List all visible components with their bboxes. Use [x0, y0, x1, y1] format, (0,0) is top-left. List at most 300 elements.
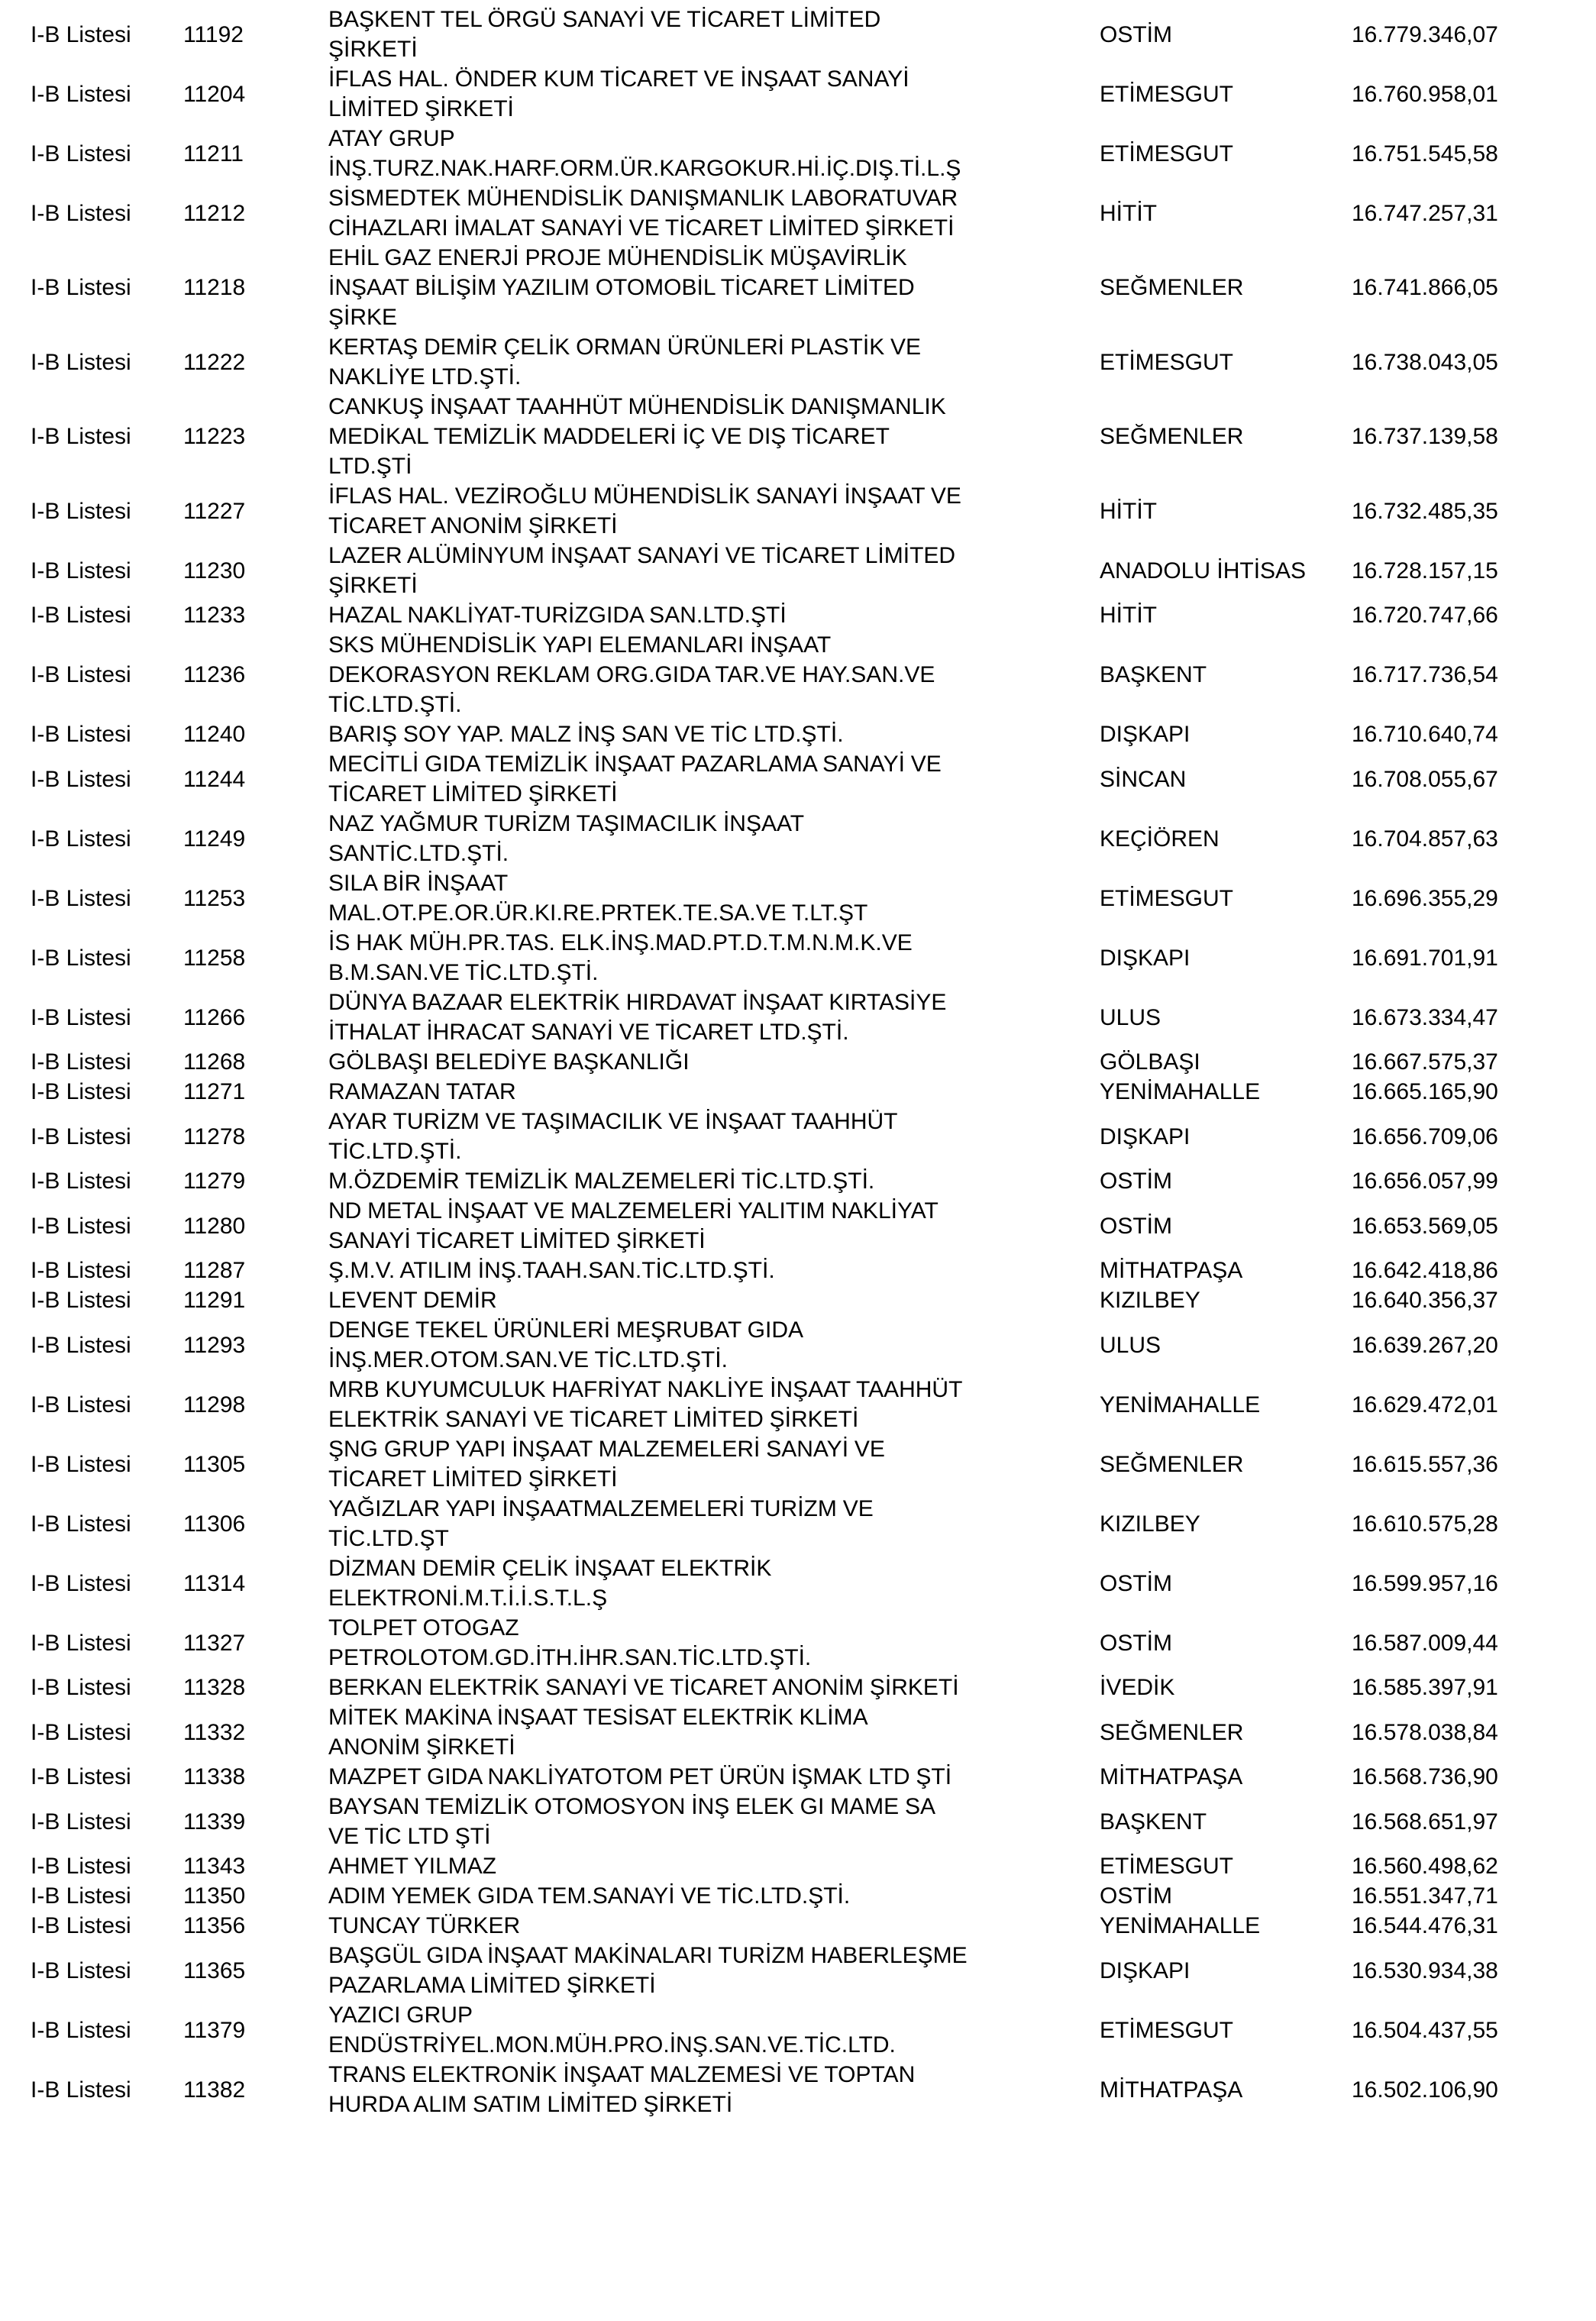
table-row [31, 1673, 1596, 1702]
taxpayer-name-line: TRANS ELEKTRONİK İNŞAAT MALZEMESİ VE TOPTAN [328, 2062, 916, 2087]
taxpayer-name-line: BAYSAN TEMİZLİK OTOMOSYON İNŞ ELEK GI MAME SA [328, 1794, 936, 1819]
row-id-cell: 11332 [183, 1719, 246, 1745]
taxpayer-name-line: SANAYİ TİCARET LİMİTED ŞİRKETİ [328, 1228, 706, 1253]
row-id-cell: 11249 [183, 826, 246, 852]
tax-office-cell: DIŞKAPI [1100, 1957, 1191, 1983]
tax-office-cell: KEÇİÖREN [1100, 826, 1220, 852]
taxpayer-name-line: İFLAS HAL. VEZİROĞLU MÜHENDİSLİK SANAYİ İNŞAAT VE [328, 483, 961, 509]
table-row [31, 1494, 1596, 1553]
taxpayer-name-cell [328, 1077, 1100, 1107]
table-row [31, 541, 1596, 600]
taxpayer-name-cell [328, 1285, 1100, 1315]
list-type-cell: I-B Listesi [31, 1511, 131, 1537]
taxpayer-name-line: KERTAŞ DEMİR ÇELİK ORMAN ÜRÜNLERİ PLASTİK VE [328, 335, 922, 360]
taxpayer-name-line: VE TİC LTD ŞTİ [328, 1824, 491, 1849]
taxpayer-name-line: DÜNYA BAZAAR ELEKTRİK HIRDAVAT İNŞAAT KIRTASİYE [328, 990, 947, 1015]
list-type-cell: I-B Listesi [31, 1451, 131, 1477]
row-id-cell: 11328 [183, 1675, 246, 1700]
table-row [31, 5, 1596, 64]
debt-amount-cell: 16.544.476,31 [1352, 1913, 1498, 1938]
tax-office-cell: İVEDİK [1100, 1675, 1175, 1700]
tax-office-cell: ETİMESGUT [1100, 885, 1234, 911]
tax-office-cell: ETİMESGUT [1100, 141, 1234, 166]
list-type-cell: I-B Listesi [31, 1392, 131, 1417]
list-type-cell: I-B Listesi [31, 826, 131, 852]
list-type-cell: I-B Listesi [31, 722, 131, 747]
taxpayer-name-line: SİSMEDTEK MÜHENDİSLİK DANIŞMANLIK LABORATUVAR [328, 186, 958, 211]
taxpayer-name-line: TİCARET ANONİM ŞİRKETİ [328, 513, 618, 538]
row-id-cell: 11280 [183, 1213, 246, 1239]
taxpayer-name-line: TOLPET OTOGAZ [328, 1615, 519, 1641]
table-row [31, 928, 1596, 988]
list-type-cell: I-B Listesi [31, 2017, 131, 2043]
row-id-cell: 11253 [183, 885, 246, 911]
debt-amount-cell: 16.691.701,91 [1352, 945, 1498, 971]
taxpayer-name-cell [328, 1315, 1100, 1375]
tax-debtor-table [31, 5, 1596, 2119]
table-row [31, 481, 1596, 541]
debt-amount-cell: 16.642.418,86 [1352, 1258, 1498, 1283]
list-type-cell: I-B Listesi [31, 1213, 131, 1239]
taxpayer-name-line: DİZMAN DEMİR ÇELİK İNŞAAT ELEKTRİK [328, 1556, 772, 1581]
row-id-cell: 11244 [183, 766, 246, 792]
list-type-cell: I-B Listesi [31, 81, 131, 107]
row-id-cell: 11230 [183, 558, 246, 583]
debt-amount-cell: 16.760.958,01 [1352, 81, 1498, 107]
debt-amount-cell: 16.615.557,36 [1352, 1451, 1498, 1477]
list-type-cell: I-B Listesi [31, 1957, 131, 1983]
taxpayer-name-line: MAZPET GIDA NAKLİYATOTOM PET ÜRÜN İŞMAK LTD ŞTİ [328, 1764, 952, 1789]
debt-amount-cell: 16.599.957,16 [1352, 1570, 1498, 1596]
taxpayer-name-line: YAĞIZLAR YAPI İNŞAATMALZEMELERİ TURİZM VE [328, 1496, 874, 1521]
tax-office-cell: KIZILBEY [1100, 1511, 1200, 1537]
table-row [31, 64, 1596, 124]
tax-office-cell: SEĞMENLER [1100, 1451, 1244, 1477]
taxpayer-name-line: MAL.OT.PE.OR.ÜR.KI.RE.PRTEK.TE.SA.VE T.LT.ŞT [328, 900, 868, 926]
tax-office-cell: ETİMESGUT [1100, 81, 1234, 107]
taxpayer-name-cell [328, 1702, 1100, 1762]
row-id-cell: 11218 [183, 275, 246, 300]
taxpayer-name-cell [328, 1434, 1100, 1494]
list-type-cell: I-B Listesi [31, 2077, 131, 2103]
tax-office-cell: HİTİT [1100, 200, 1157, 226]
row-id-cell: 11287 [183, 1258, 246, 1283]
taxpayer-name-line: TİCARET LİMİTED ŞİRKETİ [328, 1466, 618, 1492]
list-type-cell: I-B Listesi [31, 1258, 131, 1283]
tax-office-cell: YENİMAHALLE [1100, 1913, 1261, 1938]
taxpayer-name-line: TİC.LTD.ŞTİ. [328, 1139, 462, 1164]
taxpayer-name-line: B.M.SAN.VE TİC.LTD.ŞTİ. [328, 960, 599, 985]
taxpayer-name-cell [328, 481, 1100, 541]
taxpayer-name-line: İNŞ.MER.OTOM.SAN.VE TİC.LTD.ŞTİ. [328, 1347, 728, 1372]
debt-amount-cell: 16.732.485,35 [1352, 498, 1498, 524]
table-row [31, 243, 1596, 332]
tax-office-cell: OSTİM [1100, 1169, 1172, 1194]
list-type-cell: I-B Listesi [31, 1169, 131, 1194]
row-id-cell: 11204 [183, 81, 246, 107]
table-row [31, 1941, 1596, 2000]
debt-amount-cell: 16.560.498,62 [1352, 1854, 1498, 1879]
tax-office-cell: DIŞKAPI [1100, 945, 1191, 971]
taxpayer-name-line: EHİL GAZ ENERJİ PROJE MÜHENDİSLİK MÜŞAVİRLİK [328, 245, 907, 270]
taxpayer-name-line: NAZ YAĞMUR TURİZM TAŞIMACILIK İNŞAAT [328, 811, 805, 836]
taxpayer-name-cell [328, 719, 1100, 749]
taxpayer-name-line: ENDÜSTRİYEL.MON.MÜH.PRO.İNŞ.SAN.VE.TİC.LTD. [328, 2032, 896, 2058]
taxpayer-name-line: SKS MÜHENDİSLİK YAPI ELEMANLARI İNŞAAT [328, 632, 832, 658]
taxpayer-name-line: TİC.LTD.ŞT [328, 1526, 449, 1551]
taxpayer-name-line: YAZICI GRUP [328, 2003, 473, 2028]
tax-office-cell: ETİMESGUT [1100, 2017, 1234, 2043]
row-id-cell: 11240 [183, 722, 246, 747]
table-row [31, 749, 1596, 809]
taxpayer-name-line: BARIŞ SOY YAP. MALZ İNŞ SAN VE TİC LTD.ŞTİ. [328, 722, 844, 747]
row-id-cell: 11268 [183, 1049, 246, 1075]
tax-office-cell: DIŞKAPI [1100, 1123, 1191, 1149]
table-row [31, 1792, 1596, 1851]
debt-amount-cell: 16.728.157,15 [1352, 558, 1498, 583]
taxpayer-name-line: HURDA ALIM SATIM LİMİTED ŞİRKETİ [328, 2092, 733, 2117]
row-id-cell: 11227 [183, 498, 246, 524]
taxpayer-name-cell [328, 2060, 1100, 2119]
list-type-cell: I-B Listesi [31, 885, 131, 911]
row-id-cell: 11379 [183, 2017, 246, 2043]
tax-office-cell: YENİMAHALLE [1100, 1392, 1261, 1417]
debt-amount-cell: 16.667.575,37 [1352, 1049, 1498, 1075]
list-type-cell: I-B Listesi [31, 1288, 131, 1313]
debt-amount-cell: 16.779.346,07 [1352, 21, 1498, 47]
taxpayer-name-line: HAZAL NAKLİYAT-TURİZGIDA SAN.LTD.ŞTİ [328, 603, 787, 628]
debt-amount-cell: 16.530.934,38 [1352, 1957, 1498, 1983]
row-id-cell: 11327 [183, 1630, 246, 1656]
taxpayer-name-line: BERKAN ELEKTRİK SANAYİ VE TİCARET ANONİM ŞİRKETİ [328, 1675, 959, 1700]
debt-amount-cell: 16.640.356,37 [1352, 1288, 1498, 1313]
taxpayer-name-line: TİCARET LİMİTED ŞİRKETİ [328, 781, 618, 807]
taxpayer-name-line: İTHALAT İHRACAT SANAYİ VE TİCARET LTD.ŞTİ. [328, 1020, 849, 1045]
tax-office-cell: BAŞKENT [1100, 1809, 1207, 1834]
taxpayer-name-line: ŞİRKETİ [328, 37, 418, 62]
taxpayer-name-line: ND METAL İNŞAAT VE MALZEMELERİ YALITIM NAKLİYAT [328, 1198, 939, 1224]
debt-amount-cell: 16.578.038,84 [1352, 1719, 1498, 1745]
taxpayer-name-line: CANKUŞ İNŞAAT TAAHHÜT MÜHENDİSLİK DANIŞMANLIK [328, 394, 946, 419]
taxpayer-name-cell [328, 928, 1100, 988]
taxpayer-name-cell [328, 1553, 1100, 1613]
taxpayer-name-line: İS HAK MÜH.PR.TAS. ELK.İNŞ.MAD.PT.D.T.M.N.M.K.VE [328, 930, 913, 955]
taxpayer-name-line: AHMET YILMAZ [328, 1854, 497, 1879]
table-row [31, 1434, 1596, 1494]
taxpayer-name-cell [328, 541, 1100, 600]
taxpayer-name-line: DEKORASYON REKLAM ORG.GIDA TAR.VE HAY.SAN.VE [328, 662, 935, 687]
debt-amount-cell: 16.656.709,06 [1352, 1123, 1498, 1149]
taxpayer-name-line: ŞİRKETİ [328, 573, 418, 598]
taxpayer-name-cell [328, 988, 1100, 1047]
taxpayer-name-cell [328, 1047, 1100, 1077]
row-id-cell: 11291 [183, 1288, 246, 1313]
debt-amount-cell: 16.585.397,91 [1352, 1675, 1498, 1700]
debt-amount-cell: 16.639.267,20 [1352, 1332, 1498, 1358]
taxpayer-name-cell [328, 1196, 1100, 1256]
row-id-cell: 11356 [183, 1913, 246, 1938]
taxpayer-name-cell [328, 1792, 1100, 1851]
debt-amount-cell: 16.551.347,71 [1352, 1883, 1498, 1909]
tax-office-cell: SİNCAN [1100, 766, 1187, 792]
tax-office-cell: SEĞMENLER [1100, 1719, 1244, 1745]
debt-amount-cell: 16.737.139,58 [1352, 424, 1498, 449]
list-type-cell: I-B Listesi [31, 1913, 131, 1938]
list-type-cell: I-B Listesi [31, 1570, 131, 1596]
taxpayer-name-line: İNŞ.TURZ.NAK.HARF.ORM.ÜR.KARGOKUR.Hİ.İÇ.DIŞ.Tİ.L.Ş [328, 156, 961, 181]
list-type-cell: I-B Listesi [31, 1630, 131, 1656]
list-type-cell: I-B Listesi [31, 662, 131, 687]
row-id-cell: 11365 [183, 1957, 246, 1983]
table-row [31, 1256, 1596, 1285]
table-body [31, 5, 1596, 2119]
debt-amount-cell: 16.656.057,99 [1352, 1169, 1498, 1194]
taxpayer-name-line: LEVENT DEMİR [328, 1288, 497, 1313]
debt-amount-cell: 16.502.106,90 [1352, 2077, 1498, 2103]
debt-amount-cell: 16.747.257,31 [1352, 200, 1498, 226]
row-id-cell: 11192 [183, 21, 244, 47]
tax-office-cell: HİTİT [1100, 498, 1157, 524]
table-row [31, 392, 1596, 481]
row-id-cell: 11298 [183, 1392, 246, 1417]
taxpayer-name-cell [328, 183, 1100, 243]
table-row [31, 183, 1596, 243]
row-id-cell: 11223 [183, 424, 246, 449]
list-type-cell: I-B Listesi [31, 1004, 131, 1030]
taxpayer-name-cell [328, 600, 1100, 630]
debt-amount-cell: 16.568.651,97 [1352, 1809, 1498, 1834]
tax-office-cell: MİTHATPAŞA [1100, 2077, 1243, 2103]
taxpayer-name-cell [328, 1256, 1100, 1285]
taxpayer-name-line: CİHAZLARI İMALAT SANAYİ VE TİCARET LİMİTED ŞİRKETİ [328, 215, 955, 241]
row-id-cell: 11305 [183, 1451, 246, 1477]
taxpayer-name-cell [328, 868, 1100, 928]
debt-amount-cell: 16.653.569,05 [1352, 1213, 1498, 1239]
table-row [31, 332, 1596, 392]
list-type-cell: I-B Listesi [31, 1049, 131, 1075]
list-type-cell: I-B Listesi [31, 558, 131, 583]
debt-amount-cell: 16.708.055,67 [1352, 766, 1498, 792]
list-type-cell: I-B Listesi [31, 603, 131, 628]
row-id-cell: 11236 [183, 662, 246, 687]
list-type-cell: I-B Listesi [31, 141, 131, 166]
list-type-cell: I-B Listesi [31, 1883, 131, 1909]
list-type-cell: I-B Listesi [31, 1332, 131, 1358]
taxpayer-name-cell [328, 1881, 1100, 1911]
list-type-cell: I-B Listesi [31, 766, 131, 792]
taxpayer-name-line: TUNCAY TÜRKER [328, 1913, 521, 1938]
table-row [31, 988, 1596, 1047]
tax-office-cell: ETİMESGUT [1100, 1854, 1234, 1879]
tax-office-cell: OSTİM [1100, 1883, 1172, 1909]
taxpayer-name-line: GÖLBAŞI BELEDİYE BAŞKANLIĞI [328, 1049, 690, 1075]
row-id-cell: 11306 [183, 1511, 246, 1537]
list-type-cell: I-B Listesi [31, 498, 131, 524]
tax-office-cell: DIŞKAPI [1100, 722, 1191, 747]
list-type-cell: I-B Listesi [31, 424, 131, 449]
tax-office-cell: GÖLBAŞI [1100, 1049, 1200, 1075]
taxpayer-name-line: NAKLİYE LTD.ŞTİ. [328, 364, 522, 390]
row-id-cell: 11314 [183, 1570, 246, 1596]
table-row [31, 1851, 1596, 1881]
taxpayer-name-line: DENGE TEKEL ÜRÜNLERİ MEŞRUBAT GIDA [328, 1317, 804, 1343]
list-type-cell: I-B Listesi [31, 21, 131, 47]
list-type-cell: I-B Listesi [31, 1719, 131, 1745]
list-type-cell: I-B Listesi [31, 275, 131, 300]
taxpayer-name-cell [328, 1941, 1100, 2000]
list-type-cell: I-B Listesi [31, 1123, 131, 1149]
debt-amount-cell: 16.738.043,05 [1352, 349, 1498, 375]
taxpayer-name-line: MECİTLİ GIDA TEMİZLİK İNŞAAT PAZARLAMA SANAYİ VE [328, 752, 942, 777]
tax-office-cell: ULUS [1100, 1004, 1161, 1030]
debt-amount-cell: 16.717.736,54 [1352, 662, 1498, 687]
table-row [31, 600, 1596, 630]
table-row [31, 630, 1596, 719]
debt-amount-cell: 16.587.009,44 [1352, 1630, 1498, 1656]
taxpayer-name-line: ATAY GRUP [328, 126, 455, 151]
table-row [31, 2060, 1596, 2119]
row-id-cell: 11266 [183, 1004, 246, 1030]
taxpayer-name-cell [328, 1762, 1100, 1792]
taxpayer-name-cell [328, 332, 1100, 392]
row-id-cell: 11350 [183, 1883, 246, 1909]
row-id-cell: 11338 [183, 1764, 246, 1789]
table-row [31, 868, 1596, 928]
tax-office-cell: SEĞMENLER [1100, 424, 1244, 449]
tax-office-cell: MİTHATPAŞA [1100, 1258, 1243, 1283]
row-id-cell: 11258 [183, 945, 246, 971]
taxpayer-name-cell [328, 392, 1100, 481]
debt-amount-cell: 16.504.437,55 [1352, 2017, 1498, 2043]
debt-amount-cell: 16.710.640,74 [1352, 722, 1498, 747]
table-row [31, 1553, 1596, 1613]
table-row [31, 1077, 1596, 1107]
tax-office-cell: HİTİT [1100, 603, 1157, 628]
taxpayer-name-line: RAMAZAN TATAR [328, 1079, 516, 1104]
taxpayer-name-cell [328, 1911, 1100, 1941]
taxpayer-name-line: PETROLOTOM.GD.İTH.İHR.SAN.TİC.LTD.ŞTİ. [328, 1645, 812, 1670]
taxpayer-name-cell [328, 2000, 1100, 2060]
taxpayer-name-line: ELEKTRİK SANAYİ VE TİCARET LİMİTED ŞİRKETİ [328, 1407, 859, 1432]
taxpayer-name-cell [328, 64, 1100, 124]
row-id-cell: 11271 [183, 1079, 246, 1104]
taxpayer-name-cell [328, 243, 1100, 332]
taxpayer-name-cell [328, 5, 1100, 64]
row-id-cell: 11212 [183, 200, 246, 226]
taxpayer-name-cell [328, 1166, 1100, 1196]
row-id-cell: 11279 [183, 1169, 246, 1194]
taxpayer-name-line: ANONİM ŞİRKETİ [328, 1734, 515, 1760]
list-type-cell: I-B Listesi [31, 1079, 131, 1104]
debt-amount-cell: 16.741.866,05 [1352, 275, 1498, 300]
list-type-cell: I-B Listesi [31, 349, 131, 375]
table-row [31, 1315, 1596, 1375]
list-type-cell: I-B Listesi [31, 1854, 131, 1879]
row-id-cell: 11293 [183, 1332, 246, 1358]
tax-office-cell: OSTİM [1100, 1630, 1172, 1656]
taxpayer-name-cell [328, 809, 1100, 868]
debt-amount-cell: 16.720.747,66 [1352, 603, 1498, 628]
row-id-cell: 11278 [183, 1123, 246, 1149]
taxpayer-name-line: ELEKTRONİ.M.T.İ.İ.S.T.L.Ş [328, 1586, 608, 1611]
debt-amount-cell: 16.751.545,58 [1352, 141, 1498, 166]
debt-amount-cell: 16.665.165,90 [1352, 1079, 1498, 1104]
table-row [31, 124, 1596, 183]
row-id-cell: 11382 [183, 2077, 246, 2103]
tax-office-cell: ANADOLU İHTİSAS [1100, 558, 1307, 583]
table-row [31, 1702, 1596, 1762]
taxpayer-name-line: MİTEK MAKİNA İNŞAAT TESİSAT ELEKTRİK KLİMA [328, 1705, 868, 1730]
tax-office-cell: OSTİM [1100, 1570, 1172, 1596]
tax-office-cell: BAŞKENT [1100, 662, 1207, 687]
debt-amount-cell: 16.696.355,29 [1352, 885, 1498, 911]
taxpayer-name-line: Ş.M.V. ATILIM İNŞ.TAAH.SAN.TİC.LTD.ŞTİ. [328, 1258, 775, 1283]
taxpayer-name-line: ŞNG GRUP YAPI İNŞAAT MALZEMELERİ SANAYİ VE [328, 1437, 885, 1462]
tax-office-cell: MİTHATPAŞA [1100, 1764, 1243, 1789]
table-row [31, 1881, 1596, 1911]
row-id-cell: 11343 [183, 1854, 246, 1879]
debt-amount-cell: 16.673.334,47 [1352, 1004, 1498, 1030]
row-id-cell: 11339 [183, 1809, 246, 1834]
taxpayer-name-line: TİC.LTD.ŞTİ. [328, 692, 462, 717]
tax-office-cell: KIZILBEY [1100, 1288, 1200, 1313]
taxpayer-name-cell [328, 1494, 1100, 1553]
tax-office-cell: OSTİM [1100, 21, 1172, 47]
taxpayer-name-line: LAZER ALÜMİNYUM İNŞAAT SANAYİ VE TİCARET LİMİTED [328, 543, 956, 568]
taxpayer-name-line: ŞİRKE [328, 305, 398, 330]
taxpayer-name-line: MEDİKAL TEMİZLİK MADDELERİ İÇ VE DIŞ TİCARET [328, 424, 890, 449]
taxpayer-name-line: ADIM YEMEK GIDA TEM.SANAYİ VE TİC.LTD.ŞTİ. [328, 1883, 851, 1909]
tax-office-cell: ETİMESGUT [1100, 349, 1234, 375]
debt-amount-cell: 16.629.472,01 [1352, 1392, 1498, 1417]
taxpayer-name-cell [328, 1613, 1100, 1673]
debt-amount-cell: 16.568.736,90 [1352, 1764, 1498, 1789]
taxpayer-name-cell [328, 749, 1100, 809]
taxpayer-name-line: BAŞGÜL GIDA İNŞAAT MAKİNALARI TURİZM HABERLEŞME [328, 1943, 968, 1968]
tax-office-cell: YENİMAHALLE [1100, 1079, 1261, 1104]
list-type-cell: I-B Listesi [31, 1809, 131, 1834]
table-row [31, 1107, 1596, 1166]
list-type-cell: I-B Listesi [31, 1764, 131, 1789]
tax-office-cell: SEĞMENLER [1100, 275, 1244, 300]
taxpayer-name-line: LTD.ŞTİ [328, 454, 412, 479]
table-row [31, 1762, 1596, 1792]
taxpayer-name-cell [328, 124, 1100, 183]
taxpayer-name-line: SILA BİR İNŞAAT [328, 871, 509, 896]
list-type-cell: I-B Listesi [31, 1675, 131, 1700]
table-row [31, 1047, 1596, 1077]
taxpayer-name-line: LİMİTED ŞİRKETİ [328, 96, 514, 121]
list-type-cell: I-B Listesi [31, 200, 131, 226]
table-row [31, 1375, 1596, 1434]
table-row [31, 2000, 1596, 2060]
table-row [31, 719, 1596, 749]
tax-office-cell: ULUS [1100, 1332, 1161, 1358]
debt-amount-cell: 16.704.857,63 [1352, 826, 1498, 852]
taxpayer-name-line: BAŞKENT TEL ÖRGÜ SANAYİ VE TİCARET LİMİTED [328, 7, 881, 32]
taxpayer-name-cell [328, 1375, 1100, 1434]
taxpayer-name-line: İNŞAAT BİLİŞİM YAZILIM OTOMOBİL TİCARET LİMİTED [328, 275, 915, 300]
table-row [31, 1911, 1596, 1941]
taxpayer-name-line: MRB KUYUMCULUK HAFRİYAT NAKLİYE İNŞAAT TAAHHÜT [328, 1377, 963, 1402]
row-id-cell: 11222 [183, 349, 246, 375]
taxpayer-name-line: AYAR TURİZM VE TAŞIMACILIK VE İNŞAAT TAAHHÜT [328, 1109, 898, 1134]
taxpayer-name-line: SANTİC.LTD.ŞTİ. [328, 841, 509, 866]
taxpayer-name-cell [328, 1851, 1100, 1881]
taxpayer-name-cell [328, 1107, 1100, 1166]
debt-amount-cell: 16.610.575,28 [1352, 1511, 1498, 1537]
table-row [31, 1196, 1596, 1256]
